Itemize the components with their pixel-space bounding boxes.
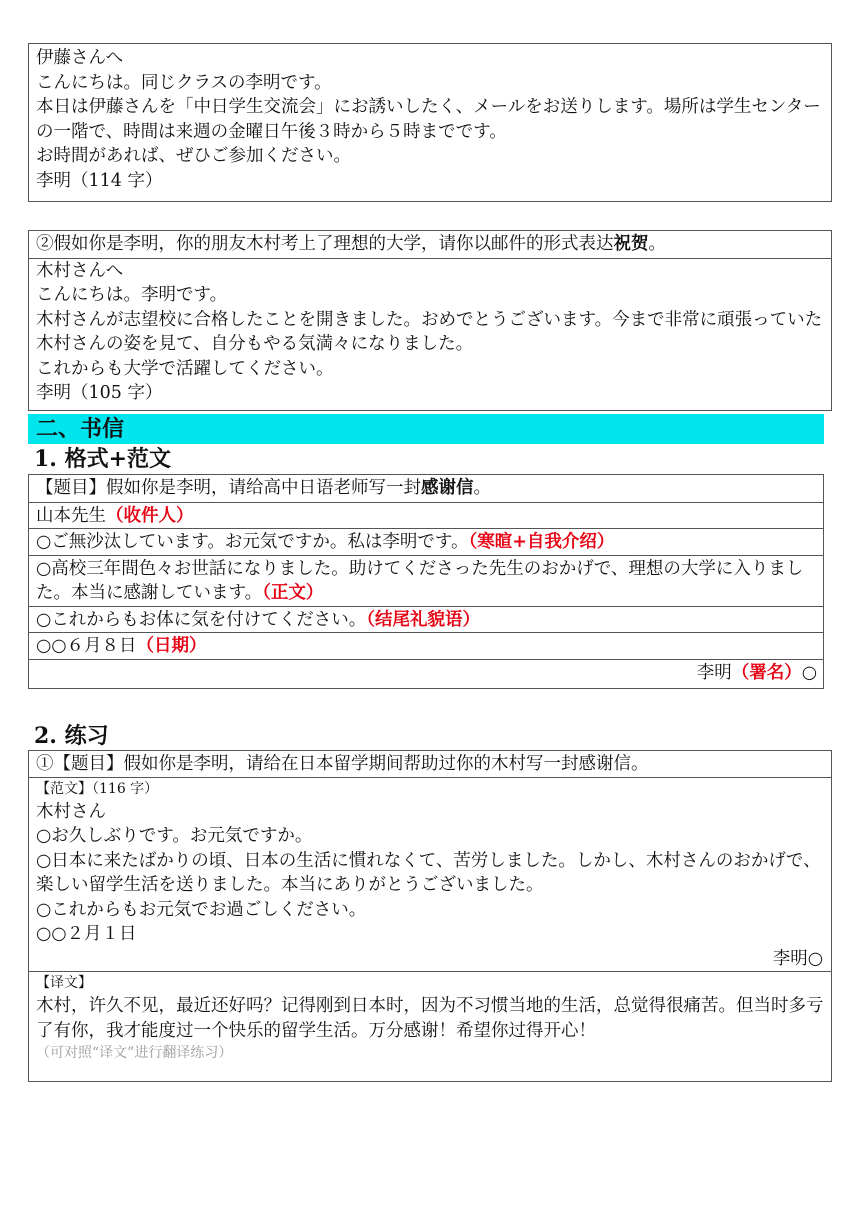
format-prompt [29,475,823,502]
format-closing-row [29,606,823,633]
format-closing-note: （结尾礼貌语） [366,609,481,630]
practice-sample-body: ○日本に来たばかりの頃、日本の生活に慣れなくて、苦労しました。しかし、木村さんのおかげで、楽しい留学生活を送りました。本当にありがとうございました。 [36,850,821,895]
task2-signature: 李明（105 字） [36,383,163,403]
format-date: ○○６月８日 [36,636,137,656]
format-signature-note: （署名） [731,662,802,683]
practice-sample-salutation: 木村さん [36,801,106,822]
format-date-note: （日期） [136,636,207,656]
practice-prompt: ①【题目】假如你是李明，请给在日本留学期间帮助过你的木村写一封感谢信。 [36,754,649,774]
format-greeting-note: （寒暄+自我介绍） [468,532,615,552]
format-body-row [29,555,823,606]
task2-closing: これからも大学で活躍してください。 [36,358,334,379]
task2-prompt [29,231,831,258]
letter1-box [28,43,832,202]
format-recipient-row [29,502,823,529]
format-recipient-note: （收件人） [106,505,194,526]
letter1-signature: 李明（114 字） [36,170,163,191]
letter1-closing: お時間があれば、ぜひご参加ください。 [36,146,351,166]
subsection-title-format: 1. 格式+范文 [34,446,172,472]
letter1-body: 本日は伊藤さんを「中日学生交流会」にお誘いしたく、メールをお送りします。場所は学生センターの一階で、時間は来週の金曜日午後３時から５時までです。 [36,97,821,142]
format-prompt-prefix: 【题目】假如你是李明，请给高中日语老师写一封 [36,478,421,498]
format-signature-end: ○ [801,662,817,683]
format-closing: ○これからもお体に気を付けてください。 [36,609,367,630]
task2-prompt-bold: 祝贺 [613,234,649,254]
format-prompt-bold: 感谢信 [421,478,474,498]
practice-translation: 木村，许久不见，最近还好吗？记得刚到日本时，因为不习惯当地的生活，总觉得很痛苦。但当时多亏了有你，我才能度过一个快乐的留学生活。万分感谢！希望你过得开心！ [36,996,824,1041]
task2-box [28,230,832,411]
subsection-title-practice: 2. 练习 [34,723,109,749]
practice-sample-signature: 李明○ [772,948,823,969]
task2-prompt-suffix: 。 [648,234,666,254]
format-greeting: ○ご無沙汰しています。お元気ですか。私は李明です。 [36,532,469,552]
practice-sample-label: 【范文】（116 字） [36,780,159,797]
format-signature-row [29,659,823,686]
letter1-salutation: 伊藤さんへ [36,48,124,68]
task2-salutation: 木村さんへ [36,260,124,281]
task2-body: 木村さんが志望校に合格したことを開きました。おめでとうございます。今まで非常に頑張っていた木村さんの姿を見て、自分もやる気満々になりました。 [36,309,823,354]
practice-note: （可对照“译文”进行翻译练习） [36,1045,233,1061]
format-recipient: 山本先生 [36,505,106,526]
task2-prompt-prefix: ②假如你是李明，你的朋友木村考上了理想的大学，请你以邮件的形式表达 [36,234,614,254]
letter1-greeting: こんにちは。同じクラスの李明です。 [36,72,332,93]
practice-sample-closing: ○これからもお元気でお過ごしください。 [36,899,367,920]
format-signature: 李明 [696,662,732,683]
practice-translation-label: 【译文】 [36,975,92,991]
practice-sample-greeting: ○お久しぶりです。お元気ですか。 [36,826,313,846]
task2-greeting: こんにちは。李明です。 [36,285,228,305]
format-body-note: （正文） [262,583,324,603]
section-title: 二、书信 [28,414,824,444]
format-body: ○高校三年間色々お世話になりました。助けてくださった先生のおかげで、理想の大学に入りました。本当に感謝しています。 [36,558,804,603]
format-date-row [29,632,823,659]
practice-table [28,750,832,1082]
format-greeting-row [29,528,823,555]
format-prompt-suffix: 。 [473,478,491,498]
practice-sample-date: ○○２月１日 [36,924,137,944]
format-table [28,474,824,689]
